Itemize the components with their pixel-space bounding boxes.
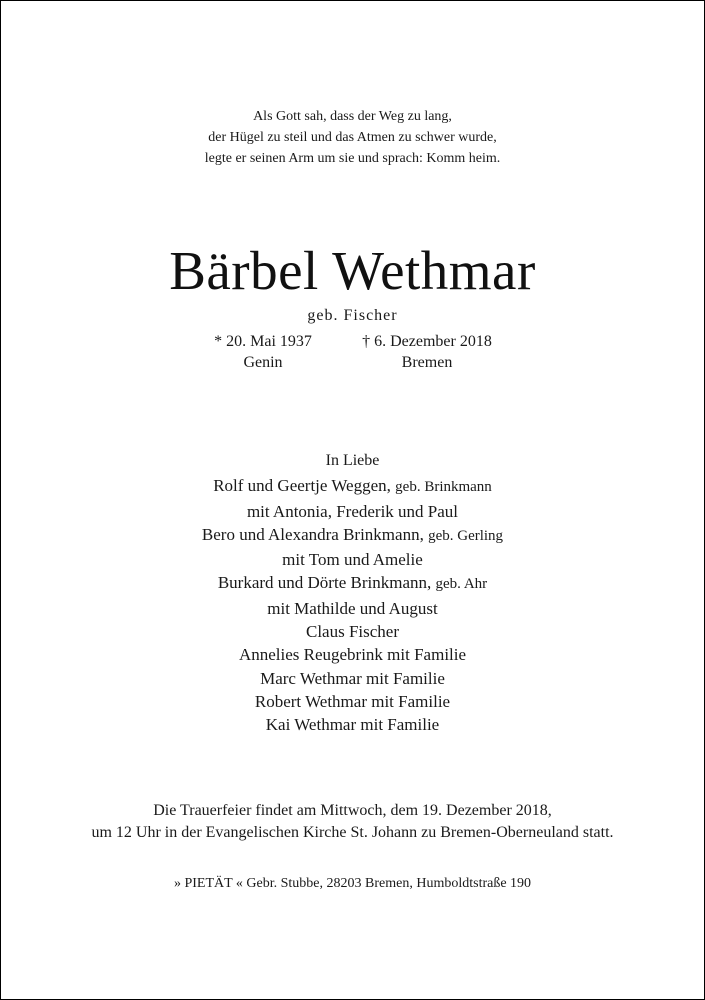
mourner-note: geb. Gerling bbox=[428, 527, 504, 544]
mourner-line bbox=[0, 523, 705, 548]
mourner-line bbox=[0, 500, 705, 523]
deceased-name: Bärbel Wethmar bbox=[169, 240, 536, 301]
mourner-main: Marc Wethmar mit Familie bbox=[260, 668, 445, 688]
mourner-line bbox=[0, 474, 705, 499]
mourner-line bbox=[0, 667, 705, 690]
death-info bbox=[342, 331, 512, 373]
birth-date: * 20. Mai 1937 bbox=[214, 333, 312, 350]
mourner-line bbox=[0, 571, 705, 596]
mourner-main: mit Mathilde und August bbox=[267, 598, 438, 618]
birth-info bbox=[200, 331, 326, 373]
mourner-main: Kai Wethmar mit Familie bbox=[265, 715, 440, 735]
mourner-main: Rolf und Geertje Weggen, bbox=[213, 476, 391, 496]
poem-line: der Hügel zu steil und das Atmen zu schwer wurde, bbox=[208, 130, 497, 145]
poem-line: Als Gott sah, dass der Weg zu lang, bbox=[253, 109, 452, 124]
service-line: um 12 Uhr in der Evangelischen Kirche St. Johann zu Bremen-Oberneuland statt. bbox=[91, 824, 614, 841]
mourners-intro: In Liebe bbox=[325, 452, 380, 469]
mourner-line bbox=[0, 690, 705, 713]
mourner-main: Bero und Alexandra Brinkmann, bbox=[201, 524, 424, 544]
service-line: Die Trauerfeier findet am Mittwoch, dem 19. Dezember 2018, bbox=[153, 802, 552, 819]
funeral-service-info bbox=[0, 800, 705, 844]
birth-place: Genin bbox=[243, 354, 283, 371]
mourner-main: Burkard und Dörte Brinkmann, bbox=[217, 573, 432, 593]
mourner-line bbox=[0, 643, 705, 666]
mourner-note: geb. Brinkmann bbox=[395, 479, 492, 496]
mourners-list bbox=[0, 449, 705, 737]
mourner-note: geb. Ahr bbox=[435, 576, 488, 593]
mourner-line bbox=[0, 597, 705, 620]
mourner-main: Claus Fischer bbox=[305, 622, 400, 642]
poem-line: legte er seinen Arm um sie und sprach: Komm heim. bbox=[204, 151, 501, 166]
death-date: † 6. Dezember 2018 bbox=[362, 333, 492, 350]
maiden-name: geb. Fischer bbox=[307, 307, 398, 324]
death-place: Bremen bbox=[401, 354, 453, 371]
mourner-main: Annelies Reugebrink mit Familie bbox=[238, 645, 467, 665]
undertaker-info: » PIETÄT « Gebr. Stubbe, 28203 Bremen, Humboldtstraße 190 bbox=[173, 876, 532, 891]
mourner-main: Robert Wethmar mit Familie bbox=[254, 691, 451, 711]
mourner-line bbox=[0, 548, 705, 571]
mourner-line bbox=[0, 620, 705, 643]
memorial-poem bbox=[0, 106, 705, 169]
mourner-main: mit Antonia, Frederik und Paul bbox=[246, 501, 459, 521]
mourner-main: mit Tom und Amelie bbox=[282, 550, 423, 570]
mourner-line bbox=[0, 713, 705, 736]
